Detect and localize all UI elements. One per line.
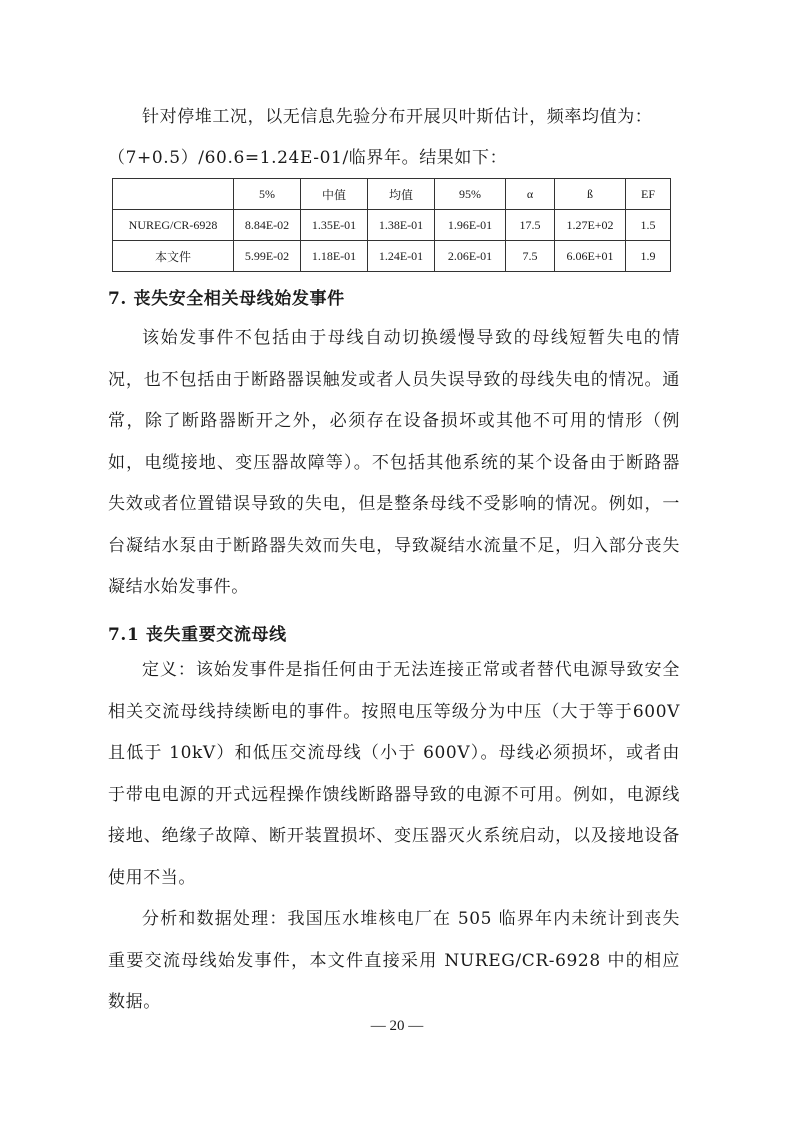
table-cell: 1.18E-01	[301, 241, 368, 272]
intro-line-1: 针对停堆工况，以无信息先验分布开展贝叶斯估计，频率均值为：	[142, 107, 653, 127]
table-cell: 1.9	[626, 241, 671, 272]
table-header-cell: ß	[555, 179, 626, 210]
table-row	[113, 241, 671, 272]
section-7-1-heading: 7.1 丧失重要交流母线	[108, 625, 287, 645]
table-header-row	[113, 179, 671, 210]
table-cell: 8.84E-02	[234, 210, 301, 241]
section-7-1-analysis: 分析和数据处理：我国压水堆核电厂在 505 临界年内未统计到丧失重要交流母线始发事件，本文件直接采用 NUREG/CR-6928 中的相应数据。	[108, 909, 680, 1012]
section-7-paragraph: 该始发事件不包括由于母线自动切换缓慢导致的母线短暂失电的情况，也不包括由于断路器误触发或者人员失误导致的母线失电的情况。通常，除了断路器断开之外，必须存在设备损坏或其他不可用的情形（例如，电缆接地、变压器故障等）。不包括其他系统的某个设备由于断路器失效或者位置错误导致的失电，但是整条母线不受影响的情况。例如，一台凝结水泵由于断路器失效而失电，导致凝结水流量不足，归入部分丧失凝结水始发事件。	[108, 328, 680, 597]
table-cell: 6.06E+01	[555, 241, 626, 272]
table-header-cell: 5%	[234, 179, 301, 210]
table-cell: 17.5	[506, 210, 555, 241]
table-header-cell	[113, 179, 234, 210]
table-cell: 1.35E-01	[301, 210, 368, 241]
table-cell: 1.96E-01	[435, 210, 506, 241]
table-header-cell: 中值	[301, 179, 368, 210]
section-7-1-definition: 定义：该始发事件是指任何由于无法连接正常或者替代电源导致安全相关交流母线持续断电的事件。按照电压等级分为中压（大于等于600V 且低于 10kV）和低压交流母线（小于 600V）。母线必须损坏，或者由于带电电源的开式远程操作馈线断路器导致的电源不可用。例如，电源线接地、绝缘子故障、断开装置损坏、变压器灭火系统启动，以及接地设备使用不当。	[108, 660, 680, 888]
table-header-cell: EF	[626, 179, 671, 210]
table-header-cell: 95%	[435, 179, 506, 210]
table-header-cell: 均值	[368, 179, 435, 210]
table-row	[113, 210, 671, 241]
table-cell: 本文件	[113, 241, 234, 272]
table-cell: 1.27E+02	[555, 210, 626, 241]
table-cell: 1.24E-01	[368, 241, 435, 272]
intro-line-2: （7+0.5）/60.6=1.24E-01/临界年。结果如下：	[108, 148, 508, 168]
section-7-heading: 7. 丧失安全相关母线始发事件	[108, 289, 345, 309]
table-cell: 1.5	[626, 210, 671, 241]
page-number: — 20 —	[370, 1018, 424, 1034]
table-header-cell: α	[506, 179, 555, 210]
bayes-estimate-table	[112, 178, 671, 272]
table-cell: 7.5	[506, 241, 555, 272]
table-cell: 5.99E-02	[234, 241, 301, 272]
table-cell: 1.38E-01	[368, 210, 435, 241]
table-cell: NUREG/CR-6928	[113, 210, 234, 241]
table-cell: 2.06E-01	[435, 241, 506, 272]
